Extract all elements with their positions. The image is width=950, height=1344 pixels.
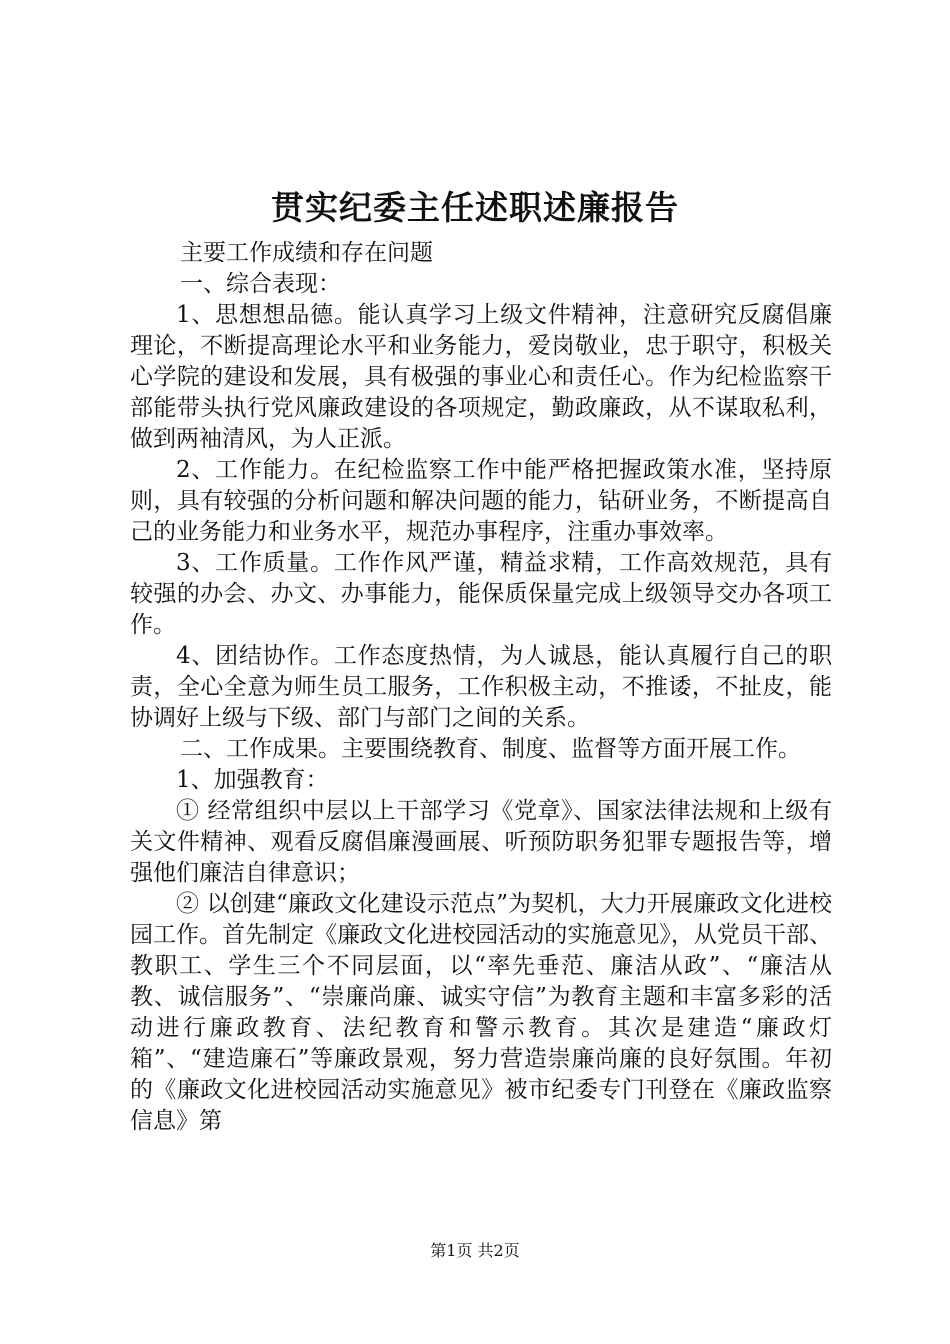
paragraph: 4、团结协作。工作态度热情，为人诚恳，能认真履行自己的职责，全心全意为师生员工服务，工作积极主动，不推诿，不扯皮，能协调好上级与下级、部门与部门之间的关系。 xyxy=(130,643,832,731)
document-body xyxy=(130,238,832,1137)
paragraph: ② 以创建“廉政文化建设示范点”为契机，大力开展廉政文化进校园工作。首先制定《廉政文化进校园活动的实施意见》，从党员干部、教职工、学生三个不同层面，以“率先垂范、廉洁从政”、“廉洁从教、诚信服务”、“崇廉尚廉、诚实守信”为教育主题和丰富多彩的活动进行廉政教育、法纪教育和警示教育。其次是建造“廉政灯箱”、“建造廉石”等廉政景观，努力营造崇廉尚廉的良好氛围。年初的《廉政文化进校园活动实施意见》被市纪委专门刊登在《廉政监察信息》第 xyxy=(130,891,832,1134)
paragraph: 3、工作质量。工作作风严谨，精益求精，工作高效规范，具有较强的办会、办文、办事能力，能保质保量完成上级领导交办各项工作。 xyxy=(130,550,832,638)
paragraph: 2、工作能力。在纪检监察工作中能严格把握政策水准，坚持原则，具有较强的分析问题和解决问题的能力，钻研业务，不断提高自己的业务能力和业务水平，规范办事程序，注重办事效率。 xyxy=(130,457,832,545)
document-title: 贯实纪委主任述职述廉报告 xyxy=(271,188,679,227)
paragraph: 1、思想想品德。能认真学习上级文件精神，注意研究反腐倡廉理论，不断提高理论水平和业务能力，爱岗敬业，忠于职守，积极关心学院的建设和发展，具有极强的事业心和责任心。作为纪检监察干部能带头执行党风廉政建设的各项规定，勤政廉政，从不谋取私利，做到两袖清风，为人正派。 xyxy=(130,302,832,452)
paragraph: 二、工作成果。主要围绕教育、制度、监督等方面开展工作。 xyxy=(180,736,801,762)
section-heading: 主要工作成绩和存在问题 xyxy=(180,240,433,266)
section-heading: 一、综合表现： xyxy=(180,271,341,297)
page-footer: 第1页 共2页 xyxy=(430,1241,520,1260)
paragraph: ① 经常组织中层以上干部学习《党章》、国家法律法规和上级有关文件精神、观看反腐倡廉漫画展、听预防职务犯罪专题报告等，增强他们廉洁自律意识； xyxy=(130,798,832,886)
section-heading: 1、加强教育： xyxy=(176,767,329,793)
